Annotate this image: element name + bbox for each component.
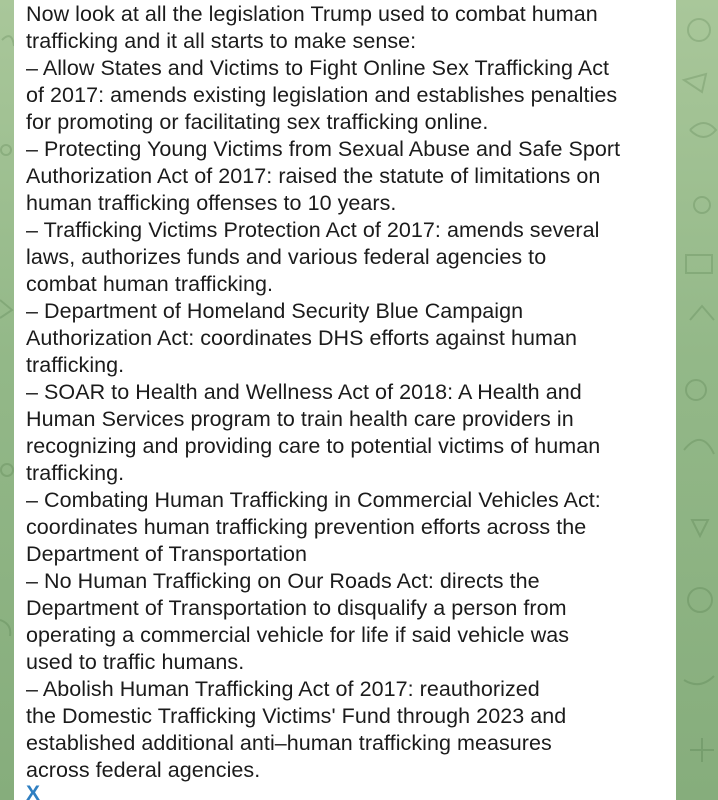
- message-line: of 2017: amends existing legislation and establishes penalties: [26, 83, 618, 107]
- message-line: – Combating Human Trafficking in Commercial Vehicles Act:: [26, 488, 601, 512]
- message-line: coordinates human trafficking prevention efforts across the: [26, 515, 587, 539]
- message-line: – Allow States and Victims to Fight Online Sex Trafficking Act: [26, 56, 610, 80]
- message-line: Human Services program to train health care providers in: [26, 407, 574, 431]
- message-line: human trafficking offenses to 10 years.: [26, 191, 397, 215]
- message-line: Department of Transportation: [26, 542, 308, 566]
- message-bubble: [14, 0, 676, 800]
- message-line: Department of Transportation to disqualify a person from: [26, 596, 567, 620]
- message-line: Now look at all the legislation Trump used to combat human: [26, 2, 598, 26]
- source-link[interactable]: X: [26, 782, 41, 800]
- message-line: used to traffic humans.: [26, 650, 245, 674]
- message-line: operating a commercial vehicle for life if said vehicle was: [26, 623, 570, 647]
- message-line: Authorization Act: coordinates DHS efforts against human: [26, 326, 577, 350]
- message-line: trafficking and it all starts to make sense:: [26, 29, 417, 53]
- message-line: combat human trafficking.: [26, 272, 274, 296]
- message-line: recognizing and providing care to potential victims of human: [26, 434, 601, 458]
- message-line: laws, authorizes funds and various federal agencies to: [26, 245, 547, 269]
- message-line: the Domestic Trafficking Victims' Fund through 2023 and: [26, 704, 567, 728]
- message-line: for promoting or facilitating sex trafficking online.: [26, 110, 489, 134]
- message-line: – Abolish Human Trafficking Act of 2017: reauthorized: [26, 677, 540, 701]
- message-line: – SOAR to Health and Wellness Act of 2018: A Health and: [26, 380, 582, 404]
- message-line: established additional anti–human trafficking measures: [26, 731, 552, 755]
- message-line: – Department of Homeland Security Blue Campaign: [26, 299, 524, 323]
- message-line: trafficking.: [26, 461, 125, 485]
- message-text: [26, 1, 676, 784]
- message-line: across federal agencies.: [26, 758, 261, 782]
- message-line: – Protecting Young Victims from Sexual Abuse and Safe Sport: [26, 137, 621, 161]
- message-line: Authorization Act of 2017: raised the statute of limitations on: [26, 164, 601, 188]
- message-line: – Trafficking Victims Protection Act of 2017: amends several: [26, 218, 600, 242]
- message-line: – No Human Trafficking on Our Roads Act: directs the: [26, 569, 540, 593]
- message-line: trafficking.: [26, 353, 125, 377]
